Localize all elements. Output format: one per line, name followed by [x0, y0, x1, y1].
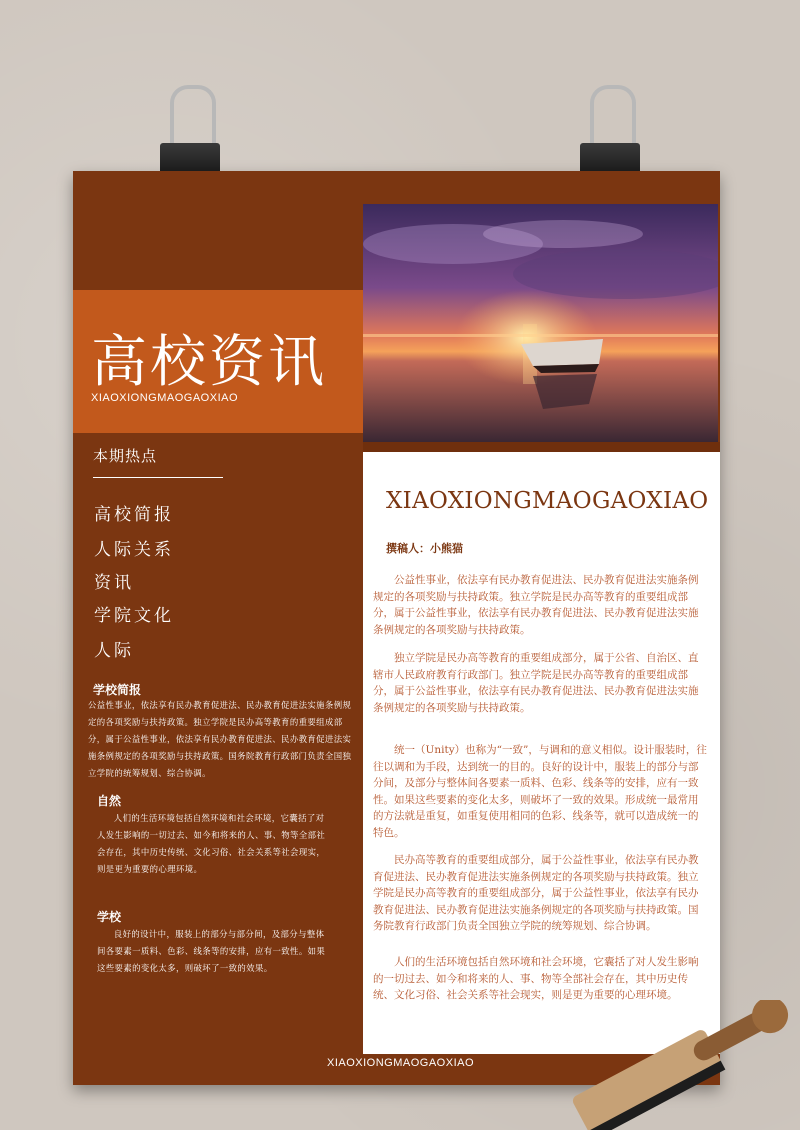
wooden-stamp-icon — [555, 1000, 800, 1130]
section-title: 学校简报 — [93, 683, 142, 697]
menu-item-social[interactable]: 人际 — [94, 641, 134, 661]
section-text: 公益性事业，依法享有民办教育促进法、民办教育促进法实施条例规定的各项奖励与扶持政策。独立学院是民办高等教育的重要组成部分，属于公益性事业，依法享有民办教育促进法、民办教育促进法实施条例规定的各项奖励与扶持政策。国务院教育行政部门负责全国独立学院的统筹规划、综合协调。 — [88, 700, 352, 778]
section-title: 自然 — [97, 794, 122, 808]
menu-item-relationships[interactable]: 人际关系 — [94, 540, 174, 560]
article-paragraph: 公益性事业，依法享有民办教育促进法、民办教育促进法实施条例规定的各项奖励与扶持政策。独立学院是民办高等教育的重要组成部分，属于公益性事业，依法享有民办教育促进法、民办教育促进法实施条例规定的各项奖励与扶持政策。 — [373, 574, 699, 636]
heading-divider — [93, 477, 223, 478]
hot-topics-heading: 本期热点 — [93, 447, 158, 465]
menu-item-news[interactable]: 资讯 — [94, 573, 134, 593]
article-paragraph: 统一（Unity）也称为“一致”，与调和的意义相似。设计服装时，往往以调和为手段，达到统一的目的。良好的设计中，服装上的部分与部分间，及部分与整体间各要素一质料、色彩、线条等的安排，应有一致性。如果这些要素的变化太多，则破坏了一致的效果。形成统一最常用的方法就是重复，如重复使用相同的色彩、线条等，就可以造成统一的特色。 — [373, 744, 707, 839]
menu-item-college-culture[interactable]: 学院文化 — [94, 606, 174, 626]
article-paragraph: 独立学院是民办高等教育的重要组成部分，属于公省、自治区、直辖市人民政府教育行政部门。独立学院是民办高等教育的重要组成部分，属于公益性事业，依法享有民办教育促进法、民办教育促进法实施条例规定的各项奖励与扶持政策。 — [373, 652, 699, 714]
article-card — [363, 452, 720, 1054]
menu-item-campus-brief[interactable]: 高校简报 — [94, 505, 174, 525]
sunset-boat-photo — [363, 204, 718, 442]
article-paragraph: 人们的生活环境包括自然环境和社会环境，它囊括了对人发生影响的一切过去、如今和将来的人、事、物等全部社会存在，其中历史传统、文化习俗、社会关系等社会现实，则是更为重要的心理环境。 — [373, 956, 699, 1001]
photo-divider — [363, 442, 720, 452]
poster-title: 高校资讯 — [91, 330, 327, 395]
title-band — [73, 290, 363, 433]
poster-subtitle: XIAOXIONGMAOGAOXIAO — [91, 392, 239, 404]
article-author: 撰稿人：小熊猫 — [386, 542, 463, 555]
poster-footer: XIAOXIONGMAOGAOXIAO — [327, 1057, 475, 1069]
section-text: 良好的设计中，服装上的部分与部分间，及部分与整体间各要素一质料、色彩、线条等的安排，应有一致性。如果这些要素的变化太多，则破坏了一致的效果。 — [97, 929, 326, 973]
article-heading: XIAOXIONGMAOGAOXIAO — [386, 488, 709, 514]
article-paragraph: 民办高等教育的重要组成部分，属于公益性事业，依法享有民办教育促进法、民办教育促进法实施条例规定的各项奖励与扶持政策。独立学院是民办高等教育的重要组成部分，属于公益性事业，依法享有民办教育促进法、民办教育促进法实施条例规定的各项奖励与扶持政策。国务院教育行政部门负责全国独立学院的统筹规划、综合协调。 — [373, 854, 699, 932]
section-title: 学校 — [97, 910, 122, 924]
section-text: 人们的生活环境包括自然环境和社会环境，它囊括了对人发生影响的一切过去、如今和将来的人、事、物等全部社会存在，其中历史传统、文化习俗、社会关系等社会现实，则是更为重要的心理环境。 — [97, 813, 326, 874]
